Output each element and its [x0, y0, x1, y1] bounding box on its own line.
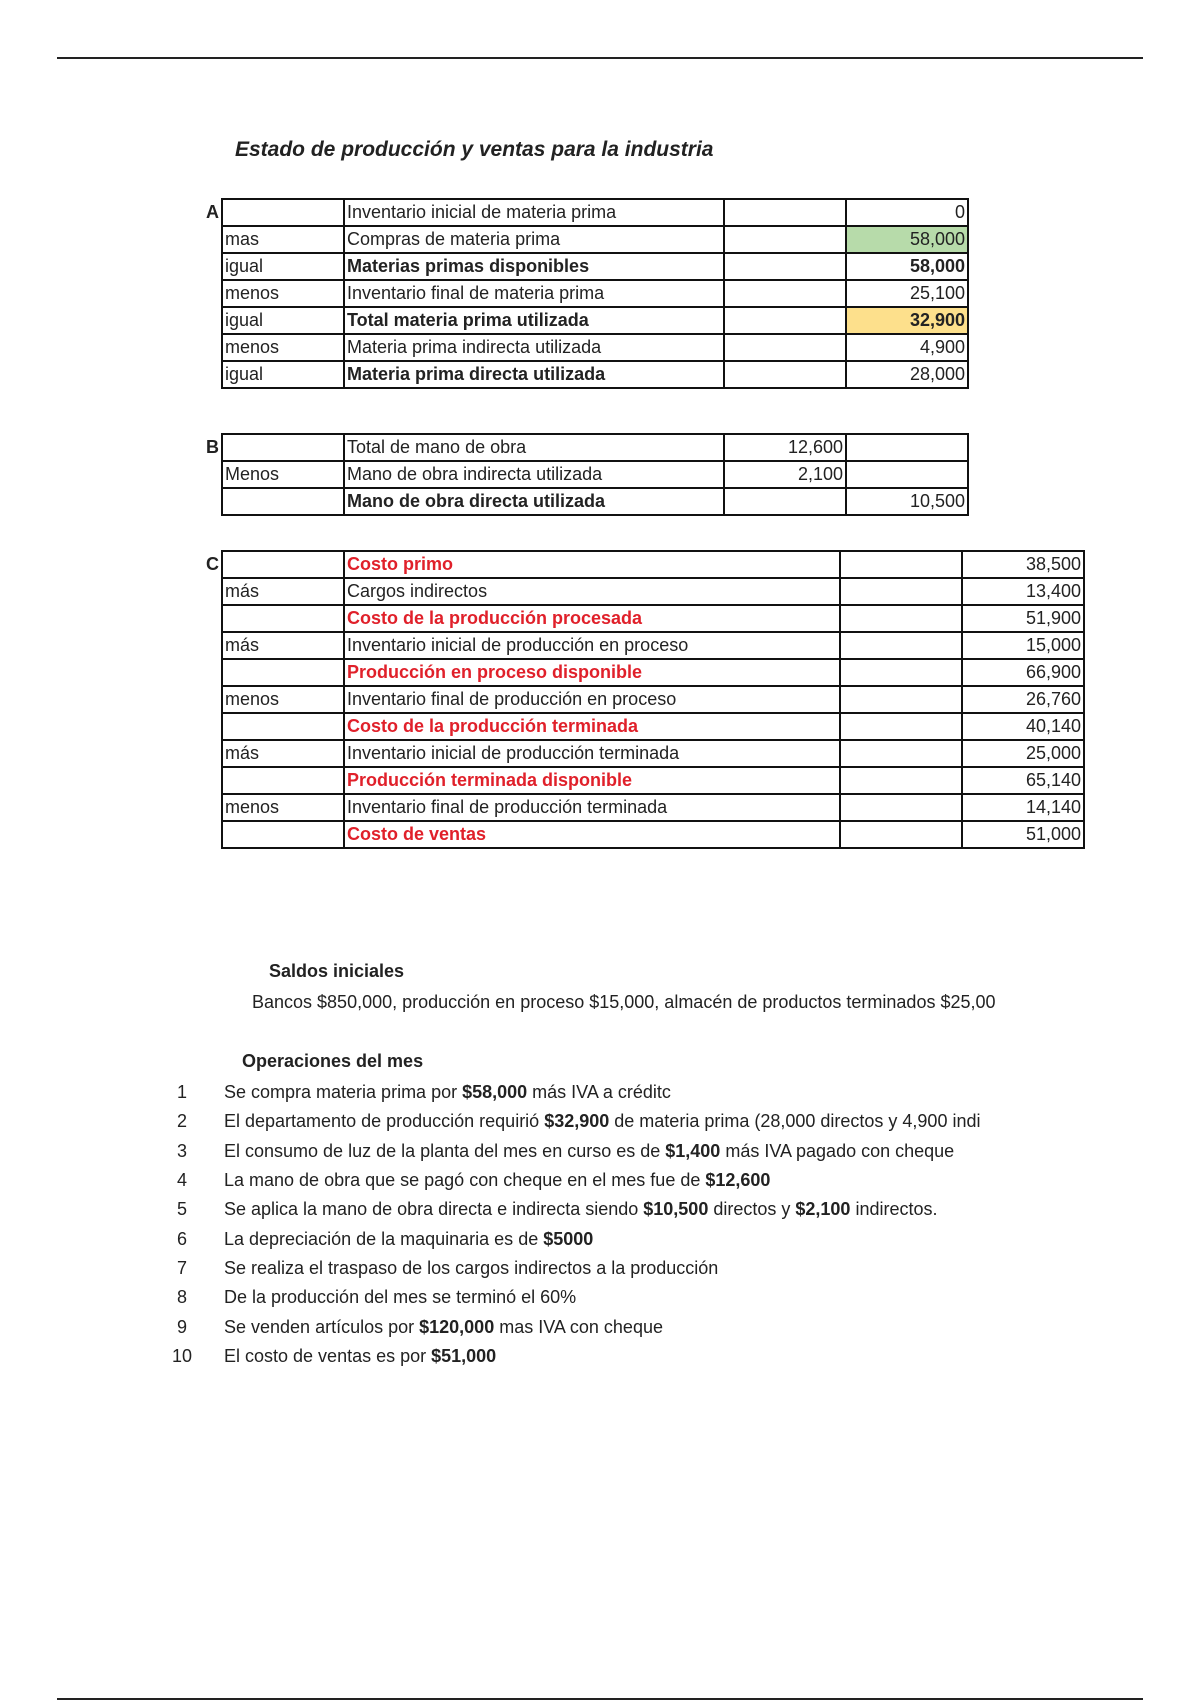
- cell-c3: [724, 361, 846, 388]
- cell-c4: 25,100: [846, 280, 968, 307]
- item-text: De la producción del mes se terminó el 60%: [224, 1287, 577, 1308]
- cell-c4: 58,000: [846, 226, 968, 253]
- item-text: El consumo de luz de la planta del mes en curso es de $1,400 más IVA pagado con cheque: [224, 1140, 955, 1161]
- cell-c4: 13,400: [962, 578, 1084, 605]
- cell-desc: Costo primo: [344, 551, 840, 578]
- cell-op: [222, 605, 344, 632]
- item-text: Se venden artículos por $120,000 mas IVA con cheque: [224, 1316, 663, 1337]
- cell-c3: [724, 253, 846, 280]
- table-row: [222, 361, 968, 388]
- cell-desc: Inventario final de producción en proceso: [344, 686, 840, 713]
- table-row: [222, 659, 1084, 686]
- item-number: 8: [176, 1287, 187, 1308]
- cell-c3: [840, 605, 962, 632]
- table-row: [222, 578, 1084, 605]
- cell-desc: Producción en proceso disponible: [344, 659, 840, 686]
- cell-c4: 25,000: [962, 740, 1084, 767]
- item-text: Se compra materia prima por $58,000 más IVA a créditc: [224, 1082, 671, 1103]
- cell-c4: 51,900: [962, 605, 1084, 632]
- cell-op: menos: [222, 280, 344, 307]
- cell-op: Menos: [222, 461, 344, 488]
- cell-c3: [724, 226, 846, 253]
- cell-desc: Mano de obra directa utilizada: [344, 488, 724, 515]
- cell-op: [222, 767, 344, 794]
- table-row: [222, 740, 1084, 767]
- cell-c4: 28,000: [846, 361, 968, 388]
- cell-desc: Inventario inicial de producción en proceso: [344, 632, 840, 659]
- list-item: [140, 1224, 980, 1253]
- cell-op: menos: [222, 686, 344, 713]
- cell-c3: [840, 686, 962, 713]
- cell-desc: Compras de materia prima: [344, 226, 724, 253]
- cell-desc: Total materia prima utilizada: [344, 307, 724, 334]
- cell-c4: 4,900: [846, 334, 968, 361]
- section-c-letter: C: [206, 554, 219, 574]
- table-row: [222, 226, 968, 253]
- cell-op: [222, 551, 344, 578]
- saldos-text: Bancos $850,000, producción en proceso $15,000, almacén de productos terminados $25,00: [252, 992, 996, 1012]
- list-item: [140, 1078, 980, 1107]
- table-row: [222, 307, 968, 334]
- table-row: [222, 794, 1084, 821]
- list-item: [140, 1254, 980, 1283]
- item-number: 9: [176, 1316, 187, 1337]
- item-text: El costo de ventas es por $51,000: [224, 1345, 497, 1366]
- top-rule: [57, 57, 1143, 59]
- cell-c3: [840, 551, 962, 578]
- cell-desc: Costo de ventas: [344, 821, 840, 848]
- cell-c4: 15,000: [962, 632, 1084, 659]
- cell-desc: Inventario final de producción terminada: [344, 794, 840, 821]
- cell-c4: 0: [846, 199, 968, 226]
- item-number: 3: [176, 1140, 187, 1161]
- cell-c4: 26,760: [962, 686, 1084, 713]
- item-number: 6: [176, 1228, 187, 1249]
- item-number: 10: [171, 1345, 193, 1366]
- item-number: 7: [176, 1257, 187, 1278]
- cell-desc: Inventario final de materia prima: [344, 280, 724, 307]
- cell-c3: [840, 659, 962, 686]
- cell-desc: Materias primas disponibles: [344, 253, 724, 280]
- table-row: [222, 632, 1084, 659]
- item-number: 5: [176, 1199, 187, 1220]
- saldos-heading: Saldos iniciales: [269, 961, 405, 981]
- item-text: La depreciación de la maquinaria es de $5000: [224, 1228, 594, 1249]
- cell-op: igual: [222, 307, 344, 334]
- list-item: [140, 1107, 980, 1136]
- cell-c4: 32,900: [846, 307, 968, 334]
- cell-desc: Cargos indirectos: [344, 578, 840, 605]
- cell-c3: [840, 713, 962, 740]
- table-row: [222, 199, 968, 226]
- table-row: [222, 605, 1084, 632]
- cell-c4: 38,500: [962, 551, 1084, 578]
- cell-op: [222, 659, 344, 686]
- cell-desc: Costo de la producción procesada: [344, 605, 840, 632]
- cell-op: [222, 713, 344, 740]
- table-row: [222, 551, 1084, 578]
- cell-c4: 14,140: [962, 794, 1084, 821]
- cell-c3: [840, 821, 962, 848]
- operaciones-heading: Operaciones del mes: [242, 1051, 424, 1071]
- item-text: La mano de obra que se pagó con cheque en el mes fue de $12,600: [224, 1170, 771, 1191]
- cell-desc: Inventario inicial de materia prima: [344, 199, 724, 226]
- table-row: [222, 461, 968, 488]
- section-b-letter: B: [206, 437, 219, 457]
- section-b-table: [221, 433, 969, 516]
- cell-op: [222, 434, 344, 461]
- cell-op: más: [222, 632, 344, 659]
- cell-c4: 65,140: [962, 767, 1084, 794]
- operaciones-list: [140, 1078, 980, 1371]
- table-row: [222, 280, 968, 307]
- cell-c3: [724, 334, 846, 361]
- cell-c4: [846, 461, 968, 488]
- cell-op: más: [222, 578, 344, 605]
- cell-op: menos: [222, 794, 344, 821]
- table-row: [222, 821, 1084, 848]
- cell-c4: [846, 434, 968, 461]
- cell-c3: [840, 632, 962, 659]
- cell-desc: Inventario inicial de producción terminada: [344, 740, 840, 767]
- cell-desc: Materia prima indirecta utilizada: [344, 334, 724, 361]
- cell-c3: 2,100: [724, 461, 846, 488]
- table-row: [222, 713, 1084, 740]
- list-item: [140, 1342, 980, 1371]
- cell-op: igual: [222, 253, 344, 280]
- section-a-table: [221, 198, 969, 389]
- table-row: [222, 488, 968, 515]
- list-item: [140, 1312, 980, 1341]
- cell-c3: [840, 794, 962, 821]
- cell-c3: [724, 280, 846, 307]
- table-row: [222, 334, 968, 361]
- item-number: 1: [176, 1082, 187, 1103]
- table-row: [222, 253, 968, 280]
- cell-op: menos: [222, 334, 344, 361]
- list-item: [140, 1283, 980, 1312]
- cell-desc: Materia prima directa utilizada: [344, 361, 724, 388]
- section-a-letter: A: [206, 202, 219, 222]
- item-number: 2: [176, 1111, 187, 1132]
- cell-c3: [840, 740, 962, 767]
- cell-op: [222, 821, 344, 848]
- cell-desc: Producción terminada disponible: [344, 767, 840, 794]
- cell-c3: [840, 767, 962, 794]
- cell-op: más: [222, 740, 344, 767]
- item-text: Se realiza el traspaso de los cargos indirectos a la producción: [224, 1257, 719, 1278]
- cell-c3: [840, 578, 962, 605]
- cell-desc: Total de mano de obra: [344, 434, 724, 461]
- list-item: [140, 1137, 980, 1166]
- table-row: [222, 767, 1084, 794]
- cell-op: mas: [222, 226, 344, 253]
- cell-desc: Mano de obra indirecta utilizada: [344, 461, 724, 488]
- cell-c4: 51,000: [962, 821, 1084, 848]
- table-row: [222, 686, 1084, 713]
- cell-c3: [724, 307, 846, 334]
- section-c-table: [221, 550, 1085, 849]
- cell-op: [222, 199, 344, 226]
- list-item: [140, 1166, 980, 1195]
- cell-c4: 66,900: [962, 659, 1084, 686]
- cell-c3: 12,600: [724, 434, 846, 461]
- list-item: [140, 1195, 980, 1224]
- cell-c4: 40,140: [962, 713, 1084, 740]
- item-text: El departamento de producción requirió $32,900 de materia prima (28,000 directos y 4,900 indi: [224, 1111, 981, 1132]
- item-number: 4: [176, 1170, 187, 1191]
- cell-op: [222, 488, 344, 515]
- cell-c3: [724, 199, 846, 226]
- page-title: Estado de producción y ventas para la industria: [235, 138, 714, 161]
- cell-c4: 10,500: [846, 488, 968, 515]
- table-row: [222, 434, 968, 461]
- cell-c4: 58,000: [846, 253, 968, 280]
- item-text: Se aplica la mano de obra directa e indirecta siendo $10,500 directos y $2,100 indirectos.: [224, 1199, 938, 1220]
- cell-desc: Costo de la producción terminada: [344, 713, 840, 740]
- cell-c3: [724, 488, 846, 515]
- cell-op: igual: [222, 361, 344, 388]
